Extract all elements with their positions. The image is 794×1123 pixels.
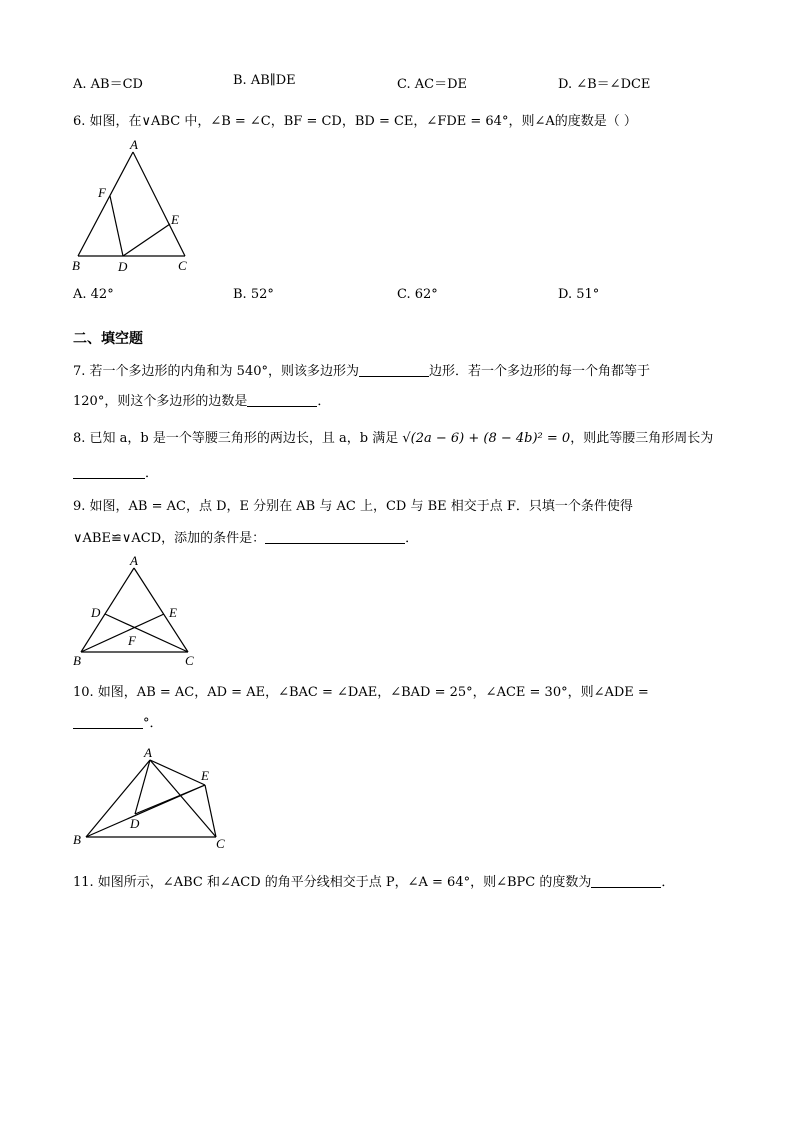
q9-label-b: B [73, 653, 81, 668]
q7-answer-blank-1[interactable] [359, 362, 429, 377]
q6-option-c: C. 62° [397, 287, 438, 302]
q8-line-2 [73, 462, 158, 481]
q6-side-ac [133, 152, 185, 256]
q6-label-e: E [171, 212, 179, 227]
q5-option-a: A. AB＝CD [73, 77, 143, 92]
q6-option-a: A. 42° [73, 287, 114, 302]
q10-label-c: C [216, 836, 225, 851]
q7-line-1 [73, 360, 650, 379]
q9-label-a: A [130, 553, 138, 568]
q9-label-e: E [169, 605, 177, 620]
q8-text-2b: ． [145, 466, 159, 481]
q10-text-2b: °． [143, 716, 163, 731]
q10-figure [68, 742, 238, 854]
q6-figure [68, 136, 198, 278]
q10-label-a: A [144, 745, 152, 760]
q6-label-f: F [98, 185, 106, 200]
q9-text-2b: ． [405, 531, 419, 546]
q10-label-d: D [130, 816, 140, 831]
q7-line-2 [73, 390, 330, 409]
section-heading-fill-in: 二、填空题 [73, 331, 143, 347]
q10-label-e: E [201, 768, 209, 783]
q9-text-2a: ∨ABE≌∨ACD，添加的条件是： [73, 531, 266, 546]
q8-formula: √(2a − 6) + (8 − 4b)² = 0 [402, 431, 571, 446]
q9-label-f: F [128, 633, 136, 648]
q6-option-d: D. 51° [558, 287, 600, 302]
q6-side-ab [78, 152, 133, 256]
q10-line-2 [73, 712, 163, 731]
q5-option-c: C. AC＝DE [397, 77, 467, 92]
q6-segment-fd [110, 196, 123, 256]
q8-text-1a: 8. 已知 a，b 是一个等腰三角形的两边长，且 a，b 满足 [73, 431, 399, 446]
q10-answer-blank[interactable] [73, 714, 143, 729]
q6-label-d: D [118, 259, 128, 274]
q7-text-2b: ． [317, 394, 331, 409]
q6-option-b: B. 52° [233, 287, 274, 302]
q6-question-text: 6. 如图，在∨ABC 中，∠B = ∠C，BF = CD，BD = CE，∠FDE = 64°，则∠A的度数是（ ） [73, 114, 637, 129]
q9-label-c: C [185, 653, 194, 668]
q7-text-2a: 120°，则这个多边形的边数是 [73, 394, 248, 409]
q11-answer-blank[interactable] [591, 873, 661, 888]
q8-line-1 [73, 427, 713, 446]
q11-text-1b: ． [661, 875, 675, 890]
q10-line-1: 10. 如图，AB = AC，AD = AE，∠BAC = ∠DAE，∠BAD = 25°，∠ACE = 30°，则∠ADE = [73, 685, 649, 700]
q11-text-1a: 11. 如图所示，∠ABC 和∠ACD 的角平分线相交于点 P，∠A = 64°，则∠BPC 的度数为 [73, 875, 592, 890]
q6-segment-de [123, 224, 170, 256]
q5-option-b: B. AB∥DE [233, 73, 296, 88]
q8-answer-blank[interactable] [73, 464, 145, 479]
q10-label-b: B [73, 832, 81, 847]
q10-segment-be [86, 785, 205, 837]
q10-segment-ec [205, 785, 216, 837]
q7-answer-blank-2[interactable] [247, 392, 317, 407]
q5-option-d: D. ∠B＝∠DCE [558, 77, 651, 92]
q6-label-a: A [130, 137, 138, 152]
q10-side-ab [86, 760, 150, 837]
q7-text-1b: 边形．若一个多边形的每一个角都等于 [428, 364, 650, 379]
q7-text-1a: 7. 若一个多边形的内角和为 540°，则该多边形为 [73, 364, 359, 379]
q9-label-d: D [91, 605, 101, 620]
q6-label-c: C [178, 258, 187, 273]
q9-line-2 [73, 527, 418, 546]
q9-line-1: 9. 如图，AB = AC，点 D，E 分别在 AB 与 AC 上，CD 与 BE 相交于点 F．只填一个条件使得 [73, 499, 633, 514]
q8-text-1b: ，则此等腰三角形周长为 [570, 431, 714, 446]
q6-label-b: B [72, 258, 80, 273]
q11-line-1 [73, 871, 674, 890]
q9-answer-blank[interactable] [265, 529, 405, 544]
q9-figure [68, 552, 208, 672]
q10-segment-ae [150, 760, 205, 785]
